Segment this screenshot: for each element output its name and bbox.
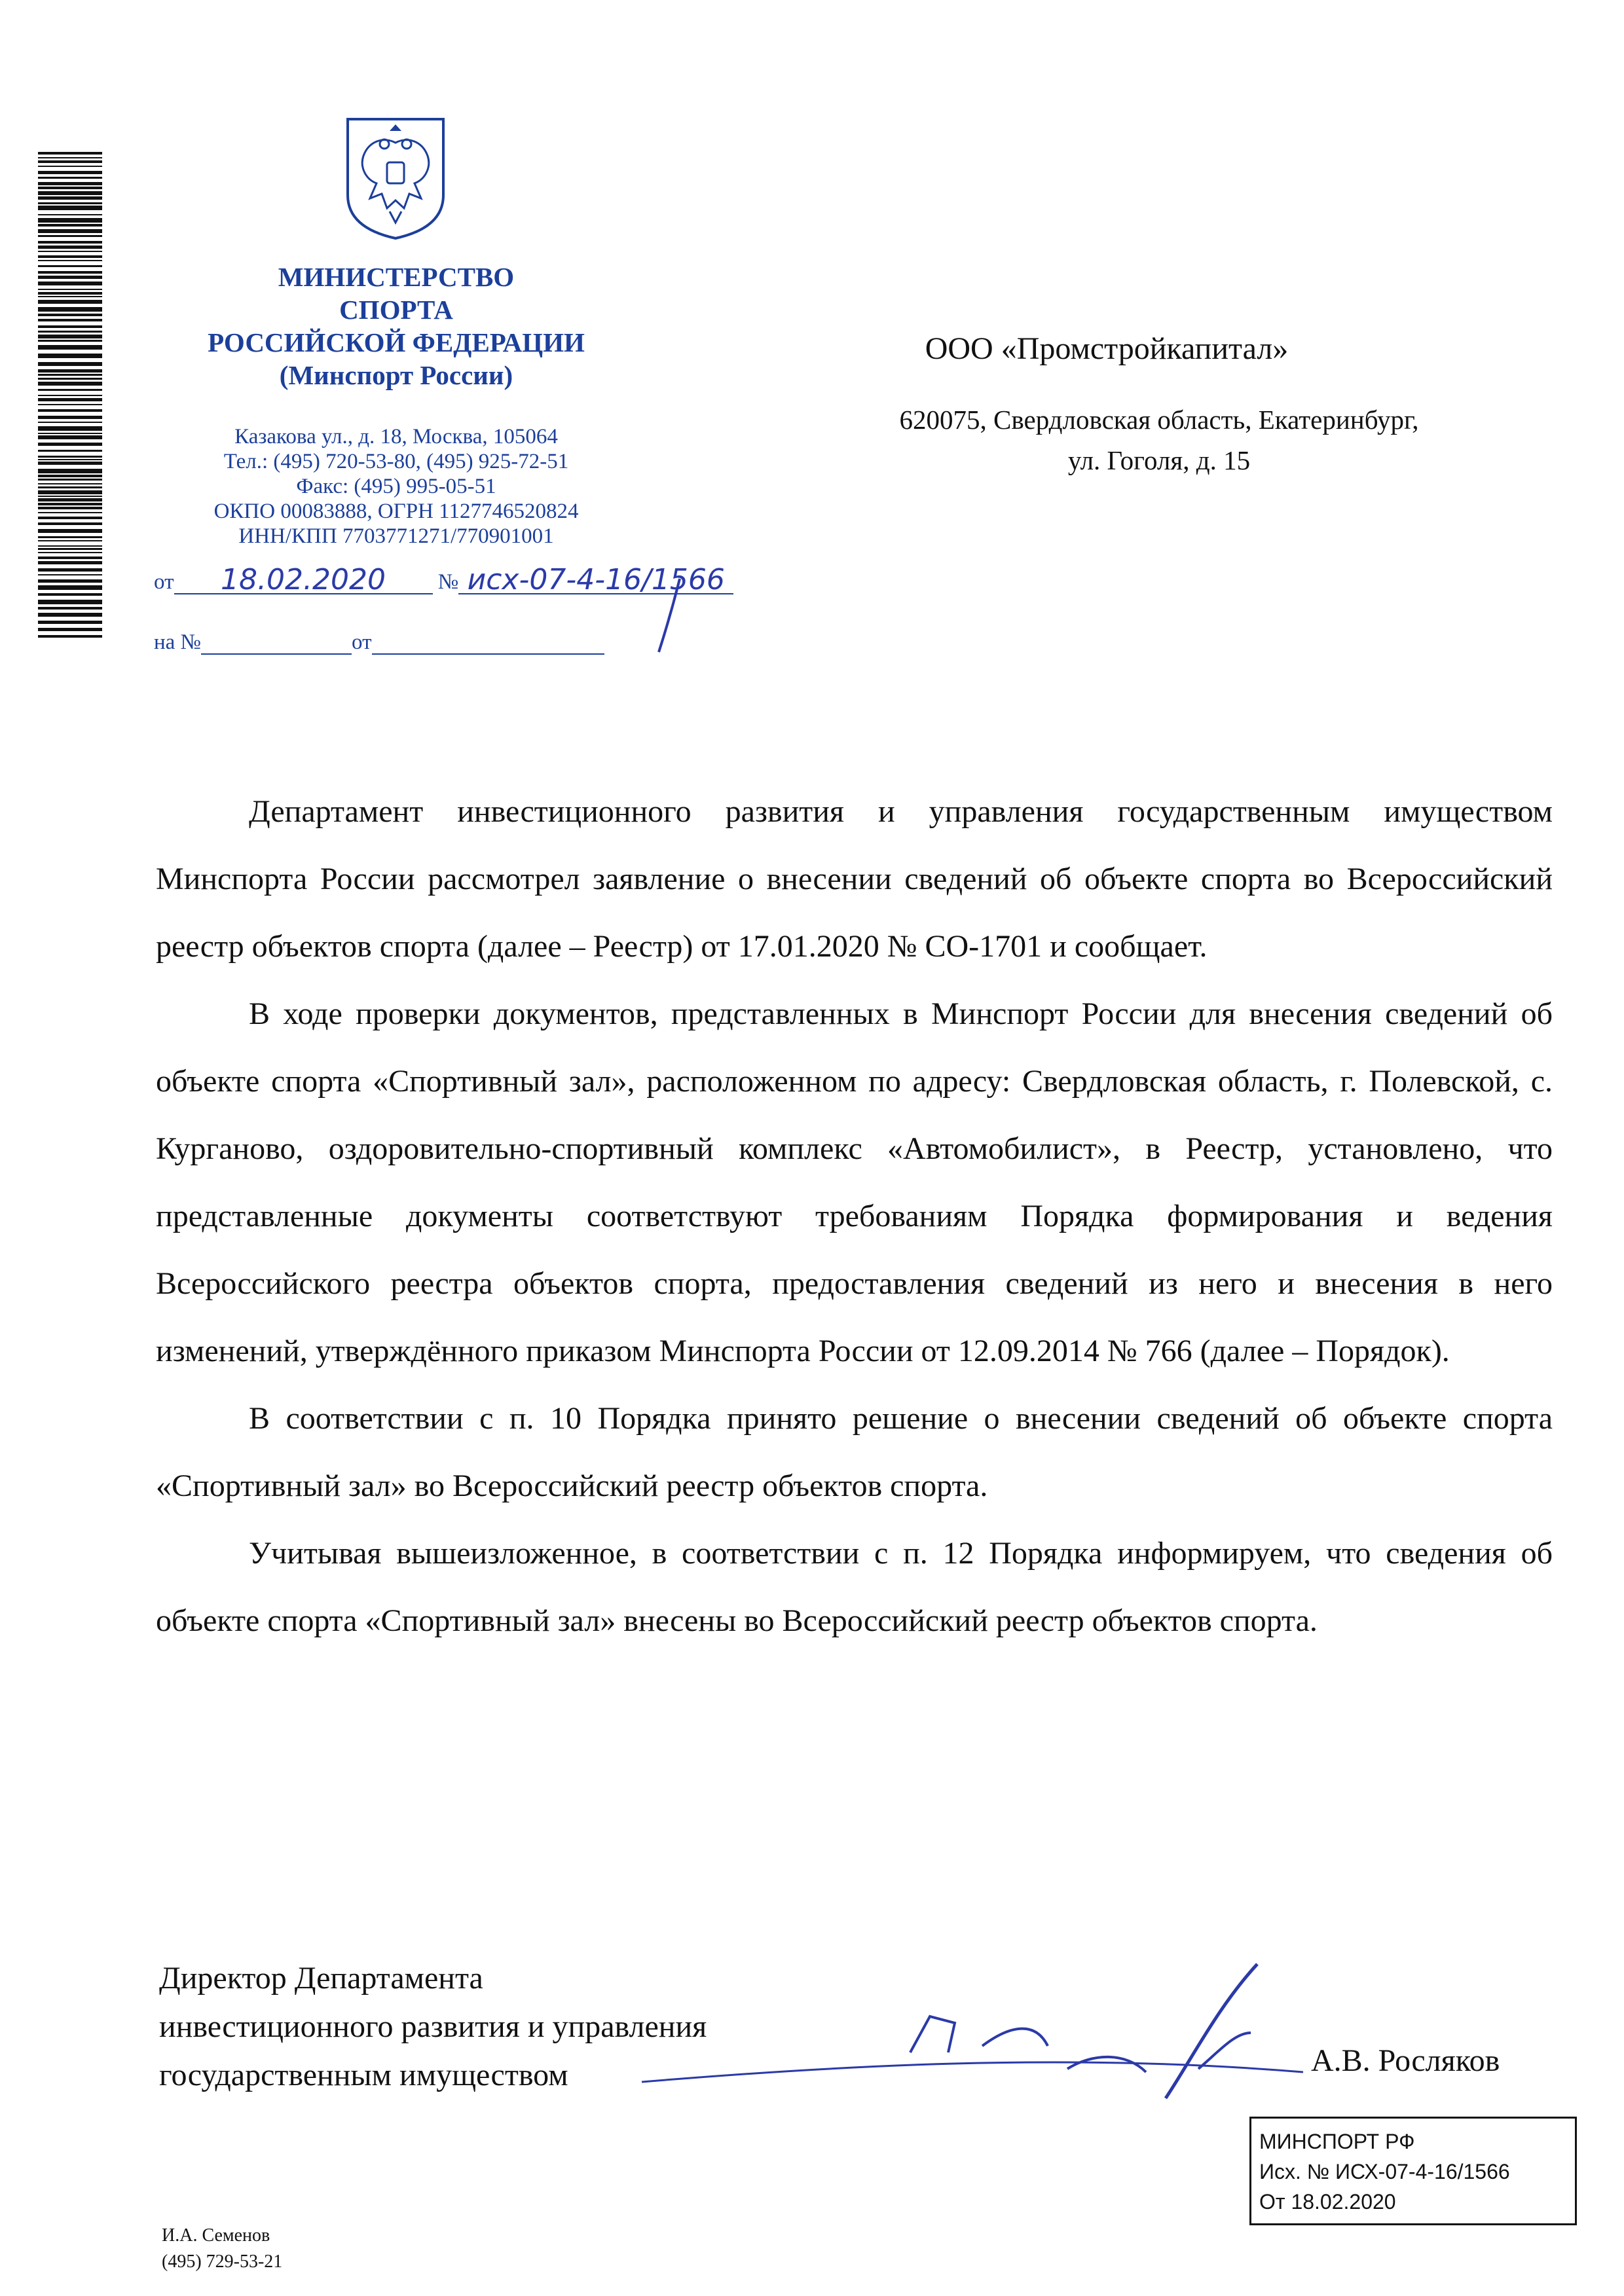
barcode-stripe (38, 260, 102, 261)
signatory-name: А.В. Росляков (1311, 2043, 1500, 2078)
barcode-stripe (38, 182, 102, 185)
barcode (38, 152, 102, 638)
barcode-stripe (38, 378, 102, 380)
barcode-stripe (38, 426, 102, 431)
barcode-stripe (38, 561, 102, 564)
contact-line: Факс: (495) 995-05-51 (296, 475, 496, 498)
contact-line: Тел.: (495) 720-53-80, (495) 925-72-51 (223, 450, 569, 473)
barcode-stripe (38, 282, 102, 285)
barcode-stripe (38, 224, 102, 227)
barcode-stripe (38, 241, 102, 244)
body-paragraph: В ходе проверки документов, представленных в Минспорт России для внесения сведений об объекте спорта «Спортивный зал», расположенном по адресу: Свердловская область, г. Полевской, с. Курганово, оздоровительно-спортивный комплекс «Автомобилист», в Реестр, установлено, что представленные документы соответствуют требованиям Порядка формирования и ведения Всероссийского реестра объектов спорта, предоставления сведений из него и внесения в него изменений, утверждённого приказом Минспорта России от 12.09.2014 № 766 (далее – Порядок). (156, 996, 1553, 1368)
stamp-line: МИНСПОРТ РФ (1259, 2130, 1415, 2153)
barcode-stripe (38, 246, 102, 249)
incoming-reference (154, 630, 604, 655)
ministry-name-line: СПОРТА (339, 295, 453, 325)
addressee-address (819, 399, 1500, 481)
barcode-stripe (38, 296, 102, 297)
from-label: от (154, 570, 174, 594)
ministry-contacts (144, 424, 648, 549)
barcode-stripe (38, 319, 102, 321)
barcode-stripe (38, 507, 102, 509)
letter-body (156, 778, 1553, 1654)
address-line: 620075, Свердловская область, Екатеринбург, (899, 405, 1419, 435)
barcode-stripe (38, 166, 102, 167)
barcode-stripe (38, 152, 102, 155)
barcode-stripe (38, 289, 102, 290)
executor-phone: (495) 729-53-21 (162, 2251, 283, 2272)
incoming-number-blank (201, 630, 352, 655)
barcode-stripe (38, 613, 102, 617)
barcode-stripe (38, 585, 102, 590)
barcode-stripe (38, 206, 102, 210)
body-paragraph: В соответствии с п. 10 Порядка принято решение о внесении сведений об объекте спорта «Спортивный зал» во Всероссийский реестр объектов спорта. (156, 1401, 1553, 1503)
barcode-stripe (38, 171, 102, 174)
barcode-stripe (38, 251, 102, 252)
barcode-stripe (38, 369, 102, 373)
barcode-stripe (38, 443, 102, 446)
stamp-line: От 18.02.2020 (1259, 2190, 1396, 2214)
barcode-stripe (38, 503, 102, 505)
barcode-stripe (38, 416, 102, 419)
barcode-stripe (38, 187, 102, 189)
incoming-date-blank (372, 630, 604, 655)
barcode-stripe (38, 475, 102, 477)
barcode-stripe (38, 462, 102, 465)
body-paragraph: Учитывая вышеизложенное, в соответствии с п. 12 Порядка информируем, что сведения об объекте спорта «Спортивный зал» внесены во Всероссийский реестр объектов спорта. (156, 1536, 1553, 1638)
barcode-stripe (38, 600, 102, 604)
barcode-stripe (38, 229, 102, 233)
barcode-stripe (38, 218, 102, 223)
barcode-stripe (38, 196, 102, 200)
barcode-stripe (38, 255, 102, 258)
barcode-stripe (38, 325, 102, 328)
coat-of-arms-emblem (344, 117, 447, 241)
ministry-name-line: РОССИЙСКОЙ ФЕДЕРАЦИИ (208, 327, 585, 357)
ministry-name-line: (Минспорт России) (279, 360, 513, 390)
barcode-stripe (38, 307, 102, 312)
handwritten-slash (656, 576, 682, 655)
barcode-stripe (38, 459, 102, 460)
barcode-stripe (38, 522, 102, 525)
executor-info (162, 2223, 282, 2275)
number-label: № (437, 570, 459, 594)
barcode-stripe (38, 621, 102, 624)
barcode-stripe (38, 374, 102, 376)
outgoing-registration (154, 563, 733, 596)
outgoing-number: исх-07-4-16/1566 (458, 567, 733, 594)
executor-name: И.А. Семенов (162, 2225, 270, 2246)
barcode-stripe (38, 331, 102, 333)
barcode-stripe (38, 469, 102, 473)
barcode-stripe (38, 545, 102, 547)
barcode-stripe (38, 556, 102, 559)
barcode-stripe (38, 292, 102, 295)
barcode-stripe (38, 498, 102, 501)
registration-stamp (1249, 2117, 1577, 2225)
barcode-stripe (38, 214, 102, 215)
barcode-stripe (38, 409, 102, 412)
stamp-line: Исх. № ИСХ-07-4-16/1566 (1259, 2160, 1510, 2183)
addressee-company: ООО «Промстройкапитал» (925, 331, 1289, 366)
barcode-stripe (38, 404, 102, 405)
barcode-stripe (38, 191, 102, 195)
barcode-stripe (38, 456, 102, 458)
outgoing-date: 18.02.2020 (174, 567, 433, 594)
signatory-title-line: Директор Департамента (159, 1961, 483, 1995)
barcode-stripe (38, 433, 102, 434)
barcode-stripe (38, 635, 102, 638)
barcode-stripe (38, 362, 102, 366)
barcode-stripe (38, 389, 102, 391)
barcode-stripe (38, 202, 102, 204)
ministry-name (157, 261, 635, 392)
barcode-stripe (38, 593, 102, 596)
barcode-stripe (38, 568, 102, 572)
address-line: ул. Гоголя, д. 15 (1067, 445, 1251, 475)
barcode-stripe (38, 335, 102, 338)
barcode-stripe (38, 398, 102, 401)
signatory-title-line: инвестиционного развития и управления (159, 2009, 707, 2044)
barcode-stripe (38, 512, 102, 513)
barcode-stripe (38, 422, 102, 423)
signatory-title-line: государственным имуществом (159, 2058, 568, 2092)
barcode-stripe (38, 548, 102, 550)
barcode-stripe (38, 160, 102, 163)
barcode-stripe (38, 276, 102, 279)
barcode-stripe (38, 552, 102, 553)
on-number-label: на № (154, 630, 202, 654)
ministry-name-line: МИНИСТЕРСТВО (278, 262, 515, 292)
barcode-stripe (38, 354, 102, 358)
barcode-stripe (38, 314, 102, 316)
barcode-stripe (38, 540, 102, 541)
barcode-stripe (38, 496, 102, 497)
barcode-stripe (38, 340, 102, 342)
barcode-stripe (38, 579, 102, 583)
handwritten-signature (642, 1954, 1349, 2111)
barcode-stripe (38, 529, 102, 533)
barcode-stripe (38, 395, 102, 396)
body-paragraph: Департамент инвестиционного развития и управления государственным имуществом Минспорта России рассмотрел заявление о внесении сведений об объекте спорта во Всероссийский реестр объектов спорта (далее – Реестр) от 17.01.2020 № СО-1701 и сообщает. (156, 794, 1553, 964)
barcode-stripe (38, 517, 102, 519)
barcode-stripe (38, 536, 102, 538)
barcode-stripe (38, 271, 102, 274)
barcode-stripe (38, 450, 102, 452)
barcode-stripe (38, 486, 102, 488)
on-from-label: от (352, 630, 372, 654)
contact-line: ОКПО 00083888, ОГРН 1127746520824 (213, 500, 579, 523)
barcode-stripe (38, 574, 102, 575)
barcode-stripe (38, 628, 102, 631)
barcode-stripe (38, 382, 102, 386)
barcode-stripe (38, 235, 102, 237)
contact-line: ИНН/КПП 7703771271/770901001 (238, 524, 554, 548)
barcode-stripe (38, 435, 102, 439)
barcode-stripe (38, 157, 102, 158)
barcode-stripe (38, 300, 102, 304)
barcode-stripe (38, 345, 102, 350)
barcode-stripe (38, 607, 102, 610)
barcode-stripe (38, 483, 102, 484)
barcode-stripe (38, 177, 102, 179)
barcode-stripe (38, 265, 102, 267)
barcode-stripe (38, 490, 102, 494)
contact-line: Казакова ул., д. 18, Москва, 105064 (234, 425, 558, 448)
barcode-stripe (38, 479, 102, 481)
